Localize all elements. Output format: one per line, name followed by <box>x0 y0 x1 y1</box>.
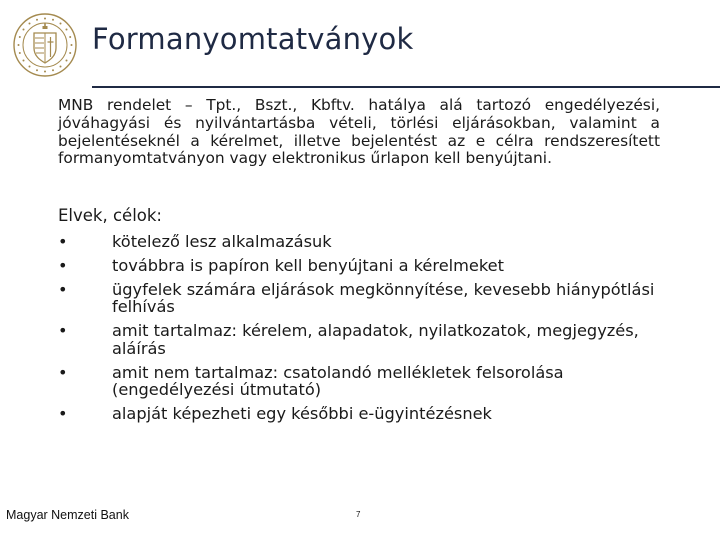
title-underline <box>92 86 720 88</box>
bullet: • <box>58 404 68 424</box>
list-item-text: amit tartalmaz: kérelem, alapadatok, nyilatkozatok, megjegyzés, aláírás <box>112 321 639 358</box>
list-item <box>58 281 660 316</box>
list-item-text: amit nem tartalmaz: csatolandó mellékletek felsorolása (engedélyezési útmutató) <box>112 362 564 400</box>
slide-title: Formanyomtatványok <box>92 22 414 56</box>
footer-bank-name: Magyar Nemzeti Bank <box>6 508 129 522</box>
list-item-text: ügyfelek számára eljárások megkönnyítése, kevesebb hiánypótlási felhívás <box>112 279 655 317</box>
list-item <box>58 322 660 357</box>
page-number: 7 <box>356 510 361 519</box>
bullet: • <box>58 231 68 251</box>
mnb-seal-logo <box>12 12 78 78</box>
intro-paragraph: MNB rendelet – Tpt., Bszt., Kbftv. hatálya alá tartozó engedélyezési, jóváhagyási és nyilvántartásba vételi, törlési eljárásokban, valamint a bejelentéseknél a kérelmet, illetve bejelentést az e célra rendszeresített formanyomtatványon vagy elektronikus űrlapon kell benyújtani. <box>58 96 660 168</box>
list-item <box>58 257 660 275</box>
list-item-text: alapját képezheti egy későbbi e-ügyintézésnek <box>112 404 492 424</box>
list-item-text: kötelező lesz alkalmazásuk <box>112 231 332 251</box>
list-item <box>58 405 660 423</box>
list-item <box>58 233 660 251</box>
bullet: • <box>58 362 68 382</box>
list-item-text: továbbra is papíron kell benyújtani a kérelmeket <box>112 255 504 275</box>
slide-body <box>58 97 660 423</box>
bullet: • <box>58 279 68 299</box>
bullet: • <box>58 321 68 341</box>
principles-list <box>58 233 660 423</box>
bullet: • <box>58 255 68 275</box>
list-item <box>58 364 660 399</box>
principles-heading: Elvek, célok: <box>58 206 162 226</box>
